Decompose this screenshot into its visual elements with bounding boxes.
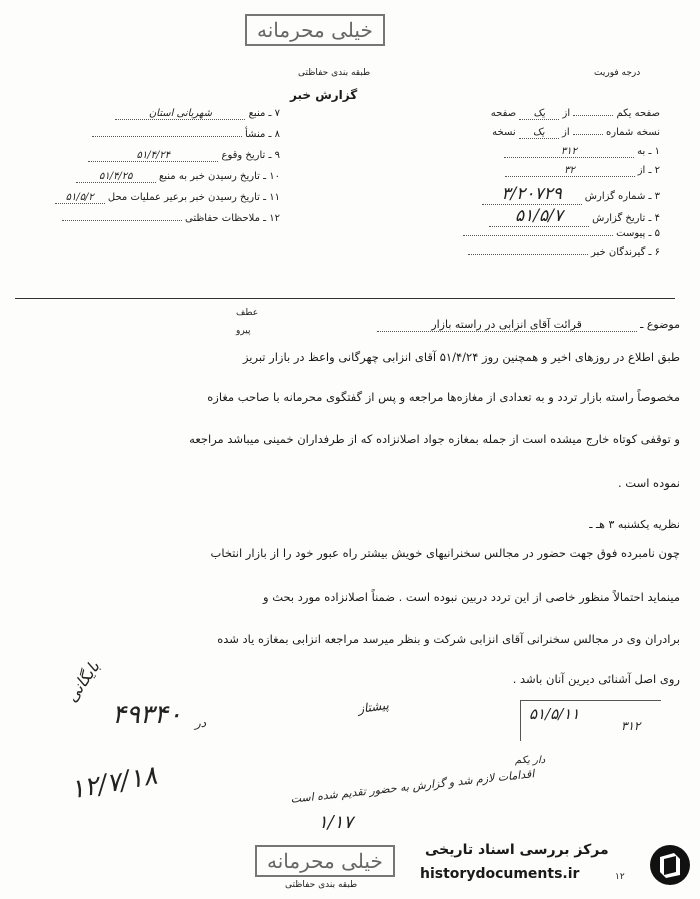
archive-logo-icon bbox=[650, 845, 690, 885]
handwritten-signature-left: بایگانی bbox=[61, 657, 104, 706]
field-report-number: ۳ ـ شماره گزارش ۳/۲۰۷۲۹ bbox=[410, 184, 660, 206]
field-page: صفحه یکم از یک صفحه bbox=[490, 108, 660, 119]
right-fields bbox=[410, 108, 660, 266]
top-classification-stamp: خیلی محرمانه bbox=[245, 14, 385, 46]
handwritten-number: ۴۹۳۴۰ bbox=[112, 700, 182, 730]
handwritten-pishtaz: پیشتاز bbox=[357, 697, 390, 717]
field-received-by-source: ۱۰ ـ تاریخ رسیدن خبر به منبع ۵۱/۴/۲۵ bbox=[20, 171, 280, 192]
handwritten-dar: در bbox=[195, 716, 207, 730]
handwritten-bottom-mark: ۱/۱۷ bbox=[318, 812, 354, 833]
body-line-1: طبق اطلاع در روزهای اخیر و همچنین روز ۵۱/۴/۲۴ آقای انزابی چهرگانی واعظ در بازار تبریز bbox=[242, 350, 680, 364]
body-line-4: نموده است . bbox=[617, 476, 680, 490]
body-line-7: مینماید احتمالاً منظور خاصی از این تردد دربین نبوده است . ضمناً اصلانزاده مورد بحث و bbox=[263, 590, 680, 604]
report-title: گزارش خبر bbox=[290, 88, 358, 102]
field-copy-number: نسخه شماره از یک نسخه bbox=[492, 127, 660, 138]
opinion-heading: نظریه یکشنبه ۳ هـ ـ bbox=[589, 518, 680, 531]
body-line-3: و توقفی کوتاه خارج میشده است از جمله بمغازه جواد اصلانزاده که از طرفداران خمینی میباشد مراجعه bbox=[189, 432, 680, 446]
page-code: ۱۲ bbox=[615, 872, 625, 882]
handwritten-date-left: ۱۲/۷/۱۸ bbox=[68, 760, 160, 806]
body-line-9: روی اصل آشنائی دیرین آنان باشد . bbox=[512, 672, 680, 686]
archive-url: historydocuments.ir bbox=[420, 866, 580, 882]
reference-label: عطف bbox=[236, 308, 259, 318]
receipt-stamp bbox=[520, 700, 661, 741]
field-attachment: ۵ ـ پیوست bbox=[410, 228, 660, 247]
field-origin: ۸ ـ منشأ bbox=[20, 129, 280, 150]
handwritten-received: دار یکم bbox=[515, 755, 546, 766]
receipt-stamp-date: ۵۱/۵/۱۱ bbox=[529, 705, 580, 723]
subject-line: موضوع ـ قرائت آقای انزابی در راسته بازار bbox=[300, 318, 680, 332]
body-line-8: برادران وی در مجالس سخنرانی آقای انزابی شرکت و بنظر میرسد مراجعه انزابی بمغازه یاد شده bbox=[217, 632, 680, 646]
field-event-date: ۹ ـ تاریخ وقوع ۵۱/۴/۲۴ bbox=[20, 150, 280, 171]
top-classification-label: طبقه بندی حفاظتی bbox=[298, 68, 371, 78]
field-security-notes: ۱۲ ـ ملاحظات حفاظتی bbox=[20, 213, 280, 234]
body-line-6: چون نامبرده فوق جهت حضور در مجالس سخنرانیهای خویش بیشتر راه عبور خود را از بازار انتخاب bbox=[210, 546, 680, 560]
field-source: ۷ ـ منبع شهربانی استان bbox=[20, 108, 280, 129]
field-received-by-ops: ۱۱ ـ تاریخ رسیدن خبر برعیر عملیات محل ۵۱/۵/۲ bbox=[20, 192, 280, 213]
receipt-stamp-number: ۳۱۲ bbox=[621, 719, 641, 733]
followup-label: پیرو bbox=[236, 326, 251, 336]
bottom-classification-label: طبقه بندی حفاظتی bbox=[285, 880, 358, 890]
header-divider bbox=[15, 298, 675, 299]
field-from: ۲ ـ از ۳۲ bbox=[410, 165, 660, 184]
bottom-classification-stamp: خیلی محرمانه bbox=[255, 845, 395, 877]
priority-label: درجه فوریت bbox=[594, 68, 641, 78]
field-to: ۱ ـ به ۳۱۲ bbox=[410, 146, 660, 165]
body-line-2: مخصوصاً راسته بازار تردد و به تعدادی از مغازه‌ها مراجعه و پس از گفتگوی محرمانه با صاحب مغازه bbox=[207, 390, 680, 404]
handwritten-note: اقدامات لازم شد و گزارش به حضور تقدیم شده است bbox=[289, 767, 535, 806]
field-report-date: ۴ ـ تاریخ گزارش ۵۱/۵/۷ bbox=[410, 206, 660, 228]
left-fields bbox=[20, 108, 280, 234]
archive-org-name: مرکز بررسی اسناد تاریخی bbox=[425, 842, 609, 858]
field-recipients: ۶ ـ گیرندگان خبر bbox=[410, 247, 660, 266]
